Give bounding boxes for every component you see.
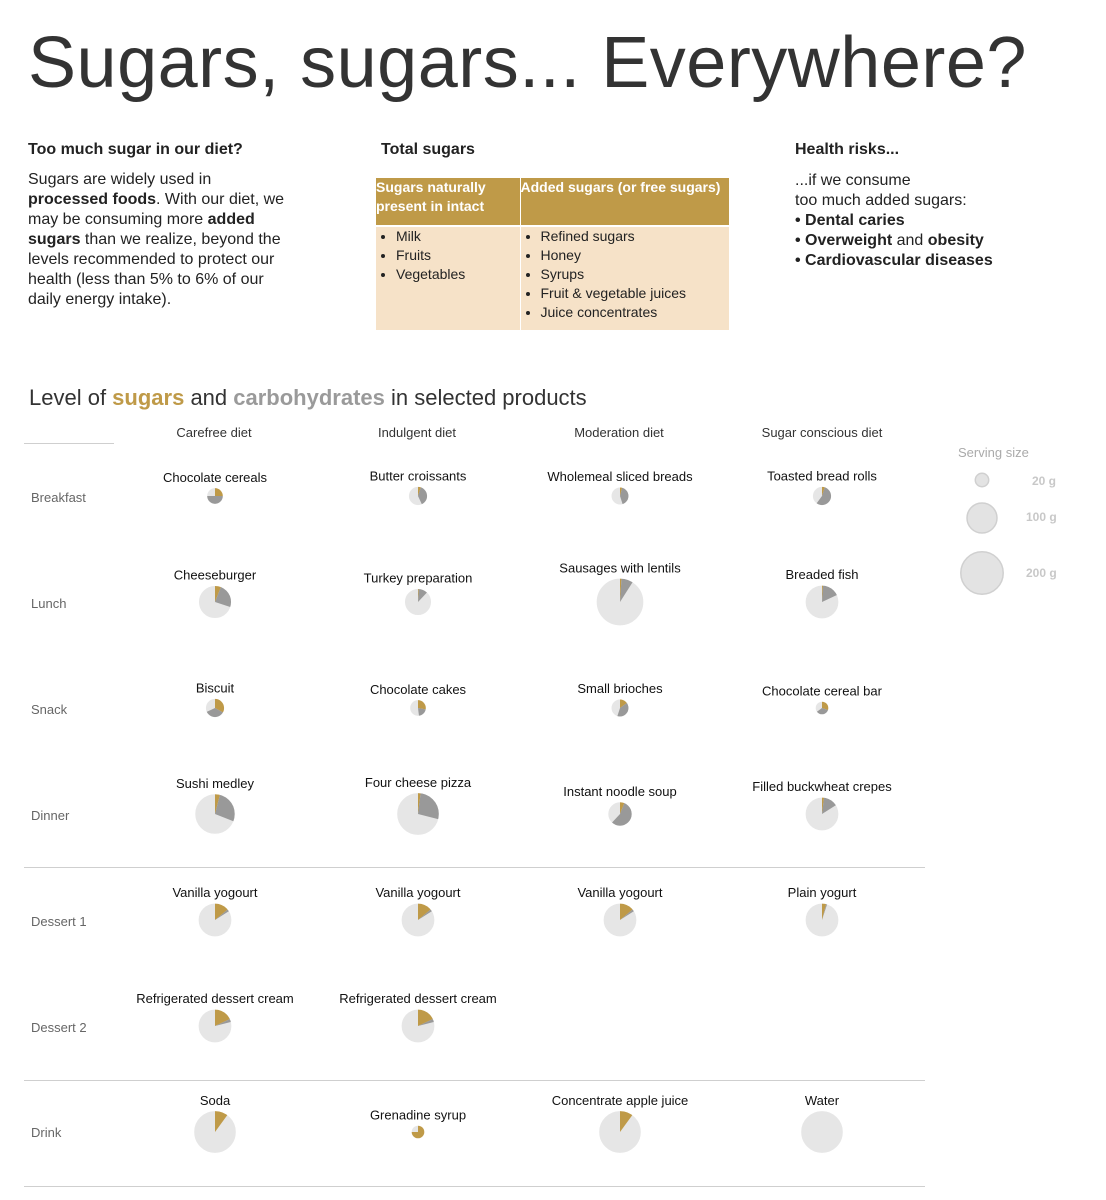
intro-text-1: Sugars are widely used in bbox=[28, 171, 212, 188]
product-label: Sushi medley bbox=[175, 775, 255, 791]
list-item: • Honey bbox=[541, 246, 730, 265]
list-item: • Vegetables bbox=[396, 265, 520, 284]
product-label: Chocolate cakes bbox=[369, 681, 467, 697]
row-label-drink: Drink bbox=[31, 1125, 62, 1140]
chart-title-part-3: in selected products bbox=[384, 385, 587, 410]
risk-dental: Dental caries bbox=[805, 212, 905, 229]
legend-label-20g: 20 g bbox=[1032, 474, 1057, 488]
intro-heading: Too much sugar in our diet? bbox=[28, 141, 243, 158]
added-sugars-header: Added sugars (or free sugars) bbox=[520, 178, 729, 226]
column-header-carefree: Carefree diet bbox=[176, 425, 252, 440]
product-label: Toasted bread rolls bbox=[767, 468, 877, 484]
list-item: • Fruit & vegetable juices bbox=[541, 284, 730, 303]
product-label: Breaded fish bbox=[785, 567, 859, 583]
page-title: Sugars, sugars... Everywhere? bbox=[28, 23, 1027, 103]
product-label: Small brioches bbox=[577, 681, 663, 697]
legend-title: Serving size bbox=[958, 445, 1029, 460]
row-label-lunch: Lunch bbox=[31, 596, 67, 611]
risk-cardio: Cardiovascular diseases bbox=[805, 252, 993, 269]
product-label: Cheeseburger bbox=[173, 567, 257, 583]
row-label-dessert-1: Dessert 1 bbox=[31, 914, 87, 929]
product-label: Water bbox=[804, 1092, 840, 1108]
legend-size-circle bbox=[961, 552, 1003, 594]
legend-size-circle bbox=[975, 473, 988, 486]
row-label-dinner: Dinner bbox=[31, 808, 70, 823]
row-label-snack: Snack bbox=[31, 702, 68, 717]
product-label: Vanilla yogourt bbox=[375, 885, 461, 901]
intro-bold-2: added sugars bbox=[28, 211, 255, 248]
product-label: Refrigerated dessert cream bbox=[136, 991, 294, 1007]
product-label: Four cheese pizza bbox=[364, 774, 472, 790]
health-line-1: ...if we consume bbox=[795, 172, 911, 189]
product-label: Turkey preparation bbox=[363, 570, 473, 586]
natural-sugars-header: Sugars naturally present in intact bbox=[376, 178, 520, 226]
product-label: Soda bbox=[199, 1092, 231, 1108]
chart-title-part-1: Level of bbox=[29, 385, 113, 410]
intro-bold-1: processed foods bbox=[28, 191, 157, 208]
product-label: Plain yogurt bbox=[787, 885, 857, 901]
list-item: • Juice concentrates bbox=[541, 303, 730, 322]
row-label-breakfast: Breakfast bbox=[31, 490, 86, 505]
product-label: Butter croissants bbox=[369, 468, 467, 484]
health-heading: Health risks... bbox=[795, 141, 900, 158]
product-label: Refrigerated dessert cream bbox=[339, 991, 497, 1007]
list-item: • Syrups bbox=[541, 265, 730, 284]
row-label-dessert-2: Dessert 2 bbox=[31, 1020, 87, 1035]
product-label: Biscuit bbox=[195, 680, 235, 696]
column-header-indulgent: Indulgent diet bbox=[377, 425, 457, 440]
product-label: Instant noodle soup bbox=[563, 783, 677, 799]
list-item: • Fruits bbox=[396, 246, 520, 265]
product-label: Chocolate cereals bbox=[162, 469, 268, 485]
health-line-2: too much added sugars: bbox=[795, 192, 967, 209]
chart-title-sugars: sugars bbox=[112, 385, 185, 410]
intro-text-2: . With our diet, we may be consuming more bbox=[28, 191, 285, 228]
product-label: Vanilla yogourt bbox=[577, 885, 663, 901]
column-header-moderation: Moderation diet bbox=[574, 425, 664, 440]
risk-item: • Overweight and obesity bbox=[795, 232, 984, 249]
risk-item: • Dental caries bbox=[795, 212, 905, 229]
total-sugars-heading: Total sugars bbox=[381, 141, 475, 158]
intro-text-3: than we realize, beyond the levels recommended to protect our health (less than 5% to 6% of our daily energy intake). bbox=[28, 231, 281, 308]
product-label: Filled buckwheat crepes bbox=[752, 779, 892, 795]
product-label: Sausages with lentils bbox=[559, 560, 681, 576]
pie-carbs-slice bbox=[207, 496, 223, 504]
chart-title-carbs: carbohydrates bbox=[233, 385, 385, 410]
product-label: Chocolate cereal bar bbox=[762, 683, 882, 699]
list-item: • Refined sugars bbox=[541, 227, 730, 246]
risk-obesity: obesity bbox=[927, 232, 984, 249]
legend-label-100g: 100 g bbox=[1026, 510, 1057, 524]
product-label: Grenadine syrup bbox=[369, 1107, 467, 1123]
legend-size-circle bbox=[967, 503, 997, 533]
product-label: Vanilla yogourt bbox=[172, 885, 258, 901]
legend-label-200g: 200 g bbox=[1026, 566, 1057, 580]
product-label: Wholemeal sliced breads bbox=[547, 469, 693, 485]
risk-and: and bbox=[892, 232, 928, 249]
chart-title-part-2: and bbox=[184, 385, 234, 410]
column-header-sugar-conscious: Sugar conscious diet bbox=[761, 425, 883, 440]
risk-item: • Cardiovascular diseases bbox=[795, 252, 993, 269]
list-item: • Milk bbox=[396, 227, 520, 246]
product-label: Concentrate apple juice bbox=[551, 1092, 689, 1108]
risk-overweight: Overweight bbox=[805, 232, 893, 249]
